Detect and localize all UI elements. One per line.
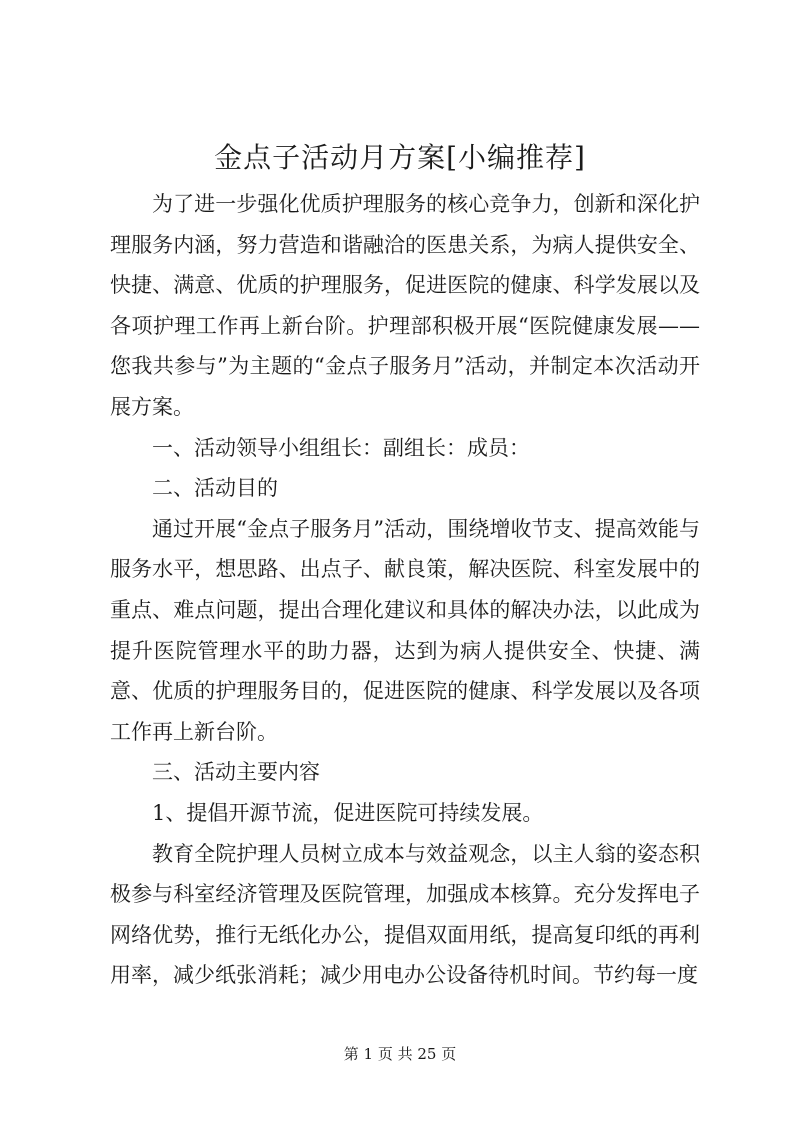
- document-title: 金点子活动月方案[小编推荐]: [214, 141, 586, 174]
- paragraph-section-3-heading: 三、活动主要内容: [152, 760, 320, 785]
- paragraph-intro: 为了进一步强化优质护理服务的核心竞争力，创新和深化护理服务内涵，努力营造和谐融洽的医患关系，为病人提供安全、快捷、满意、优质的护理服务，促进医院的健康、科学发展以及各项护理工作再上新台阶。护理部积极开展“医院健康发展——您我共参与”为主题的“金点子服务月”活动，并制定本次活动开展方案。: [110, 192, 700, 419]
- paragraph-section-2-heading: 二、活动目的: [152, 476, 278, 501]
- paragraph-section-2-purpose: 通过开展“金点子服务月”活动，围绕增收节支、提高效能与服务水平，想思路、出点子、献良策，解决医院、科室发展中的重点、难点问题，提出合理化建议和具体的解决办法，以此成为提升医院管理水平的助力器，达到为病人提供安全、快捷、满意、优质的护理服务目的，促进医院的健康、科学发展以及各项工作再上新台阶。: [110, 516, 700, 744]
- document-body: [110, 184, 700, 996]
- page-number-footer: 第 1 页 共 25 页: [343, 1045, 457, 1063]
- paragraph-subsection-1-heading: 1、提倡开源节流，促进医院可持续发展。: [152, 800, 544, 825]
- paragraph-subsection-1-body: 教育全院护理人员树立成本与效益观念，以主人翁的姿态积极参与科室经济管理及医院管理，加强成本核算。充分发挥电子网络优势，推行无纸化办公，提倡双面用纸，提高复印纸的再利用率，减少纸张消耗；减少用电办公设备待机时间。节约每一度: [110, 841, 700, 988]
- paragraph-section-1-leadership: 一、活动领导小组组长：副组长：成员：: [152, 435, 530, 460]
